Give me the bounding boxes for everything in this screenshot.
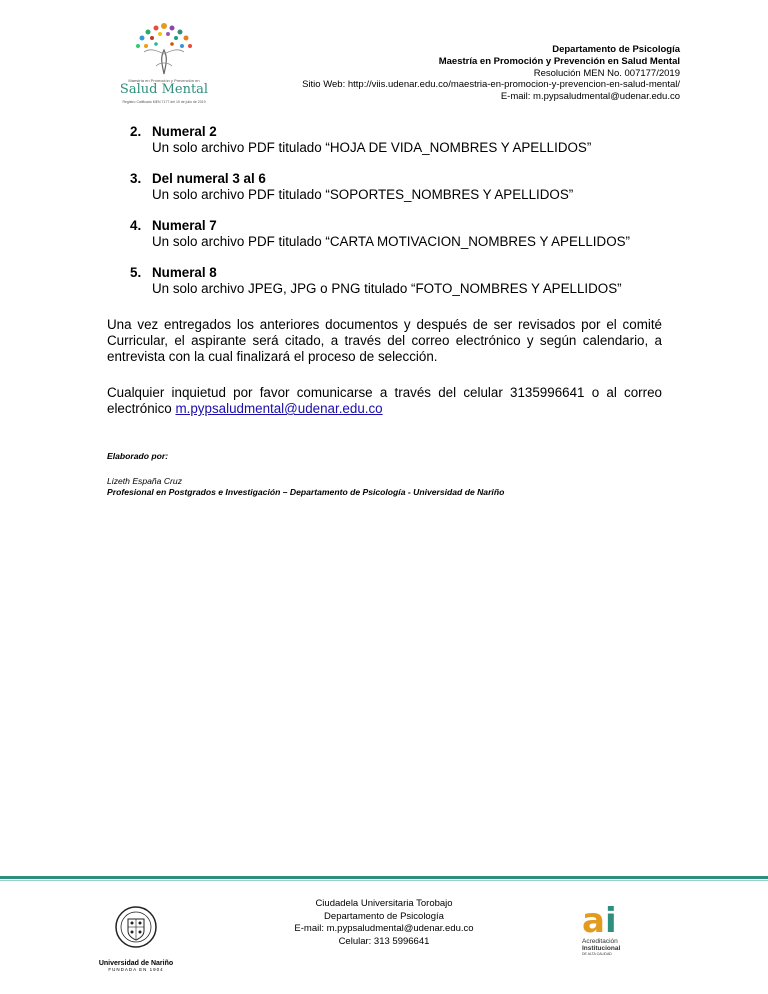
list-item-title: Numeral 7 [152,218,217,233]
list-number: 2. [130,124,142,139]
list-item [107,265,662,297]
resolution: Resolución MEN No. 007177/2019 [533,67,680,79]
logo-registration: Registro Calificado MEN 7177 del 19 de julio de 2019 [122,100,206,104]
footer-address: Ciudadela Universitaria Torobajo [315,898,453,909]
department-name: Departamento de Psicología [552,44,680,55]
list-item-title: Del numeral 3 al 6 [152,171,266,186]
list-number: 4. [130,218,142,233]
signature-name: Lizeth España Cruz [107,476,182,486]
list-number: 3. [130,171,142,186]
list-item-title: Numeral 8 [152,265,217,280]
ai-mark-a: a [582,901,605,941]
acreditacion-logo [582,901,630,976]
list-number: 5. [130,265,142,280]
list-item-description: Un solo archivo PDF titulado “SOPORTES_NOMBRES Y APELLIDOS” [152,187,574,202]
contact-paragraph [107,385,662,417]
list-item [107,218,662,250]
list-item-title: Numeral 2 [152,124,217,139]
contact-text: Cualquier inquietud por favor comunicarse a través del celular 3135996641 o al correo electrónico [107,385,662,416]
selection-paragraph: Una vez entregados los anteriores documentos y después de ser revisados por el comité Curricular, el aspirante será citado, a través del correo electrónico y según calendario, a entrevista con la cual finalizará el proceso de selección. [107,317,662,364]
ai-mark-i: i [604,901,617,941]
footer-email: E-mail: m.pypsaludmental@udenar.edu.co [294,923,474,934]
document-body [107,124,662,417]
salud-mental-logo [108,18,220,108]
header-email: E-mail: m.pypsaludmental@udenar.edu.co [500,91,680,103]
footer-divider-light [0,880,768,881]
acreditacion-line2: Institucional [582,945,621,952]
ai-mark-icon [582,901,630,941]
signature-role: Profesional en Postgrados e Investigación – Departamento de Psicología - Universidad de Nariño [107,487,505,497]
signature-block [107,451,504,498]
logo-title: Salud Mental [119,82,209,97]
university-seal-icon [114,905,158,953]
footer-contact [224,898,544,948]
list-item-description: Un solo archivo JPEG, JPG o PNG titulado “FOTO_NOMBRES Y APELLIDOS” [152,281,622,296]
letterhead-info [302,44,680,103]
university-founded: FUNDADA EN 1904 [108,967,164,972]
footer-phone: Celular: 313 5996641 [338,935,430,947]
university-name: Universidad de Nariño [98,960,174,967]
footer-department: Departamento de Psicología [324,910,444,922]
logo-subtitle: Maestría en Promoción y Prevención en [128,78,200,83]
program-name: Maestría en Promoción y Prevención en Salud Mental [438,55,680,67]
list-item-description: Un solo archivo PDF titulado “HOJA DE VIDA_NOMBRES Y APELLIDOS” [152,140,592,155]
list-item [107,124,662,156]
email-link[interactable]: m.pypsaludmental@udenar.edu.co [175,401,383,416]
list-item-description: Un solo archivo PDF titulado “CARTA MOTIVACION_NOMBRES Y APELLIDOS” [152,234,630,249]
tree-icon [126,18,202,78]
signature-label: Elaborado por: [107,451,169,461]
acreditacion-line3: DE ALTA CALIDAD [582,952,612,956]
website: Sitio Web: http://viis.udenar.edu.co/maestria-en-promocion-y-prevencion-en-salud-mental/ [302,79,680,91]
universidad-narino-logo [98,905,174,977]
list-item [107,171,662,203]
acreditacion-line1: Acreditación [582,938,618,945]
footer-divider [0,876,768,879]
